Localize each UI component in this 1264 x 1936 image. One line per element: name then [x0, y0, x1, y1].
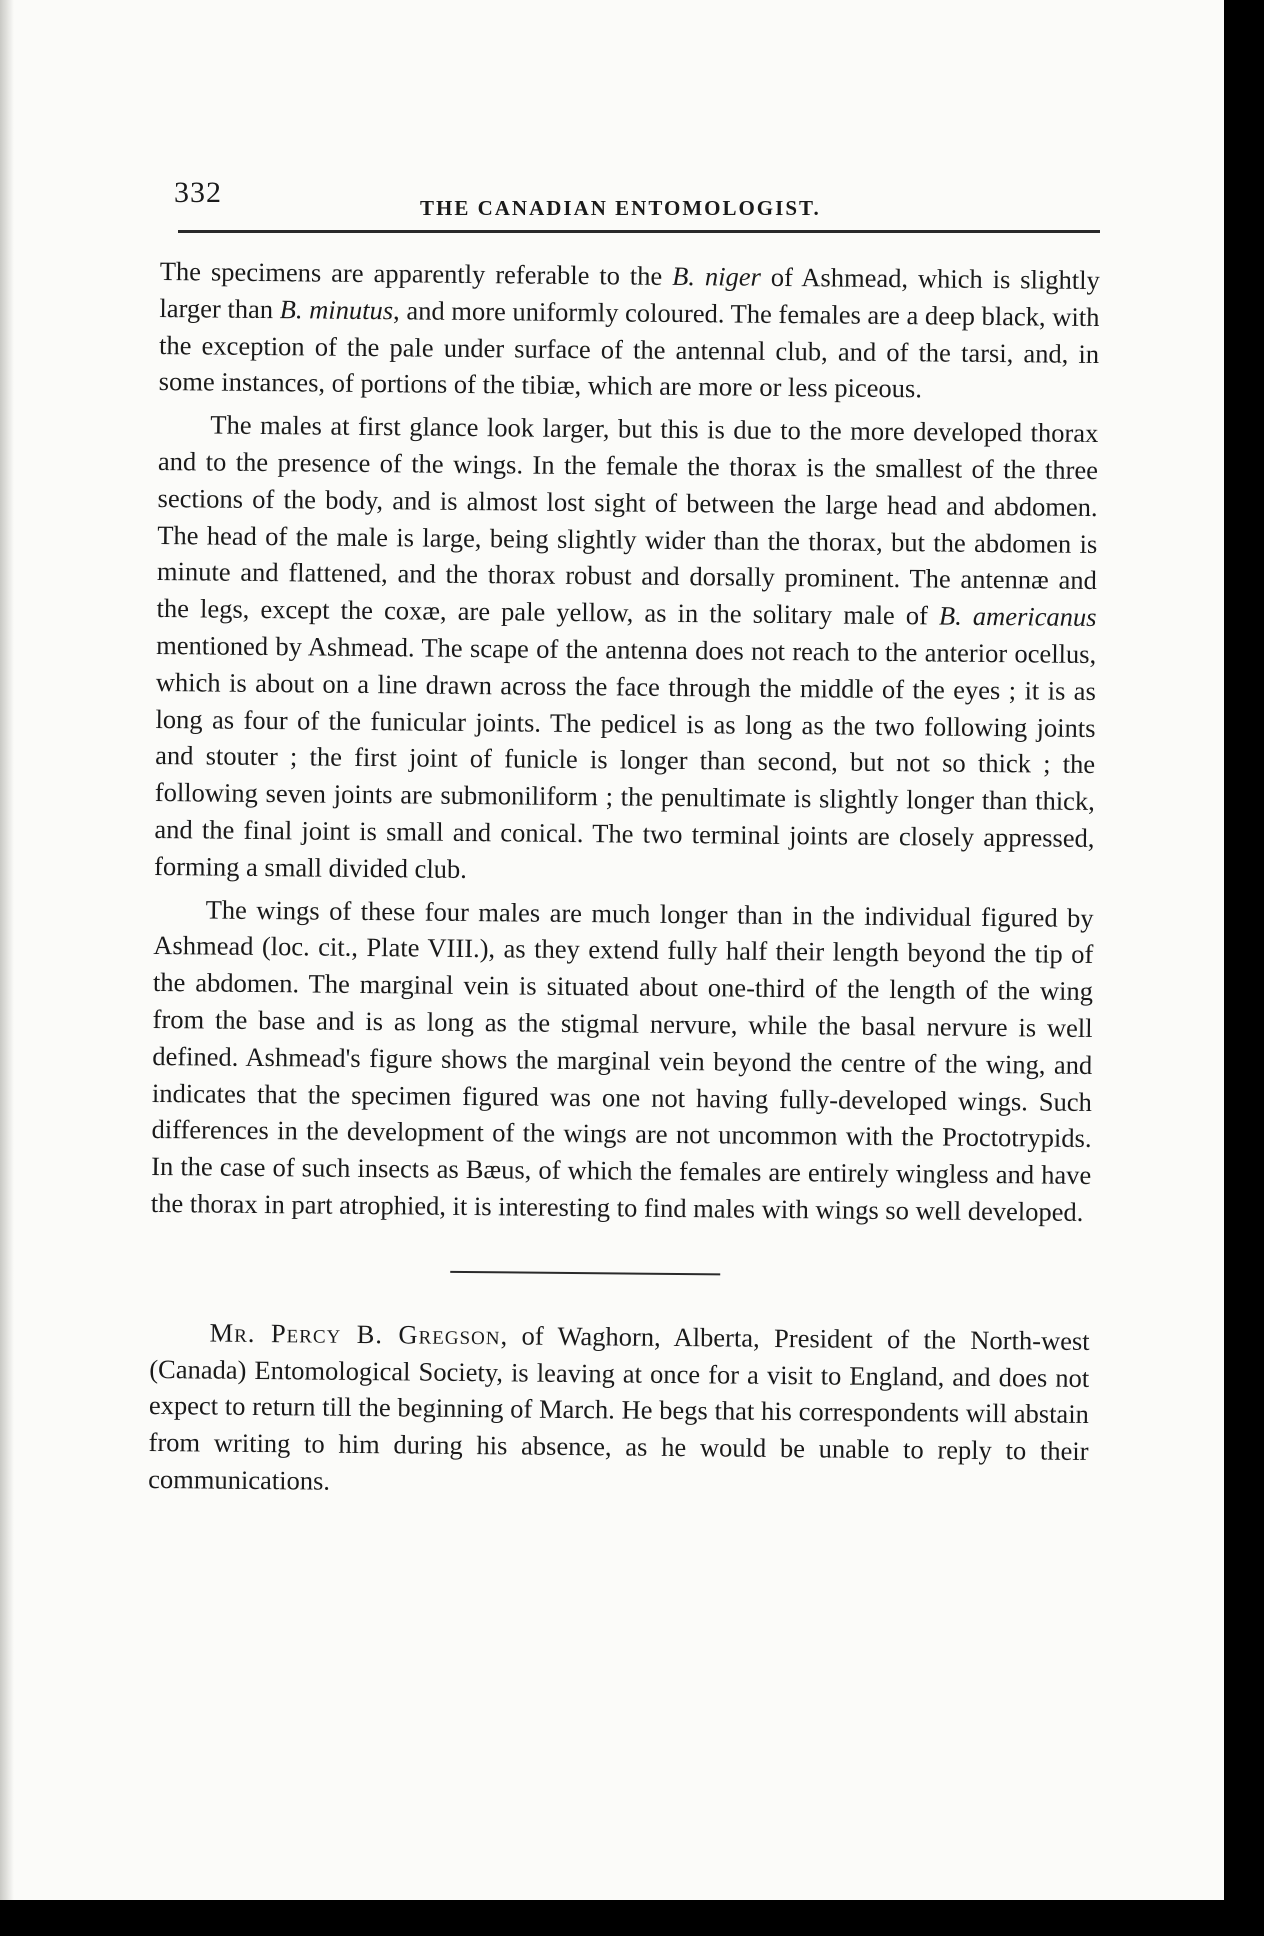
page-header [160, 168, 1100, 220]
paragraph-2: The males at first glance look larger, but this is due to the more developed thorax and to the presence of the wings. In the female the thorax is the smallest of the three sections of the body, and is almost lost sight of between the large head and abdomen. The head of the male is large, being slightly wider than the thorax, but the abdomen is minute and flattened, and the thorax robust and dorsally prominent. The antennæ and the legs, except the coxæ, are pale yellow, as in the solitary male of B. americanus mentioned by Ashmead. The scape of the antenna does not reach to the anterior ocellus, which is about on a line drawn across the face through the middle of the eyes ; it is as long as four of the funicular joints. The pedicel is as long as the two following joints and stouter ; the first joint of funicle is longer than second, but not so thick ; the following seven joints are submoniliform ; the penultimate is slightly longer than thick, and the final joint is small and conical. The two terminal joints are closely appressed, forming a small divided club. [153, 409, 1099, 884]
page-number: 332 [174, 176, 222, 209]
species-name: B. americanus [938, 600, 1097, 633]
scan-border-bottom [0, 1900, 1264, 1936]
page-content [148, 168, 1100, 1498]
article-body [148, 253, 1100, 1507]
running-title: THE CANADIAN ENTOMOLOGIST. [420, 196, 821, 220]
notice-name: Mr. Percy B. Gregson [209, 1317, 501, 1351]
species-name: B. minutus [279, 293, 394, 326]
page-gutter-shadow [0, 0, 14, 1900]
notice-paragraph: Mr. Percy B. Gregson, of Waghorn, Alberta, President of the North-west (Canada) Entomological Society, is leaving at once for a visit to England, and does not expect to return till the beginning of March. He begs that his correspondents will abstain from writing to him during his absence, as he would be unable to reply to their communications. [148, 1317, 1090, 1496]
paragraph-3: The wings of these four males are much longer than in the individual figured by Ashmead (loc. cit., Plate VIII.), as they extend fully half their length beyond the tip of the abdomen. The marginal vein is situated about one-third of the length of the wing from the base and is as long as the stigmal nervure, while the basal nervure is well defined. Ashmead's figure shows the marginal vein beyond the centre of the wing, and indicates that the specimen figured was one not having fully-developed wings. Such differences in the development of the wings are not uncommon with the Proctotrypids. In the case of such insects as Bæus, of which the females are entirely wingless and have the thorax in part atrophied, it is interesting to find males with wings so well developed. [150, 894, 1094, 1227]
scan-border-right [1224, 0, 1264, 1936]
paragraph-1: The specimens are apparently referable to the B. niger of Ashmead, which is slightly larger than B. minutus, and more uniformly coloured. The females are a deep black, with the exception of the pale under surface of the antennal club, and of the tarsi, and, in some instances, of portions of the tibiæ, which are more or less piceous. [158, 255, 1100, 404]
section-divider [450, 1271, 720, 1276]
species-name: B. niger [672, 260, 762, 292]
header-rule [178, 230, 1100, 233]
